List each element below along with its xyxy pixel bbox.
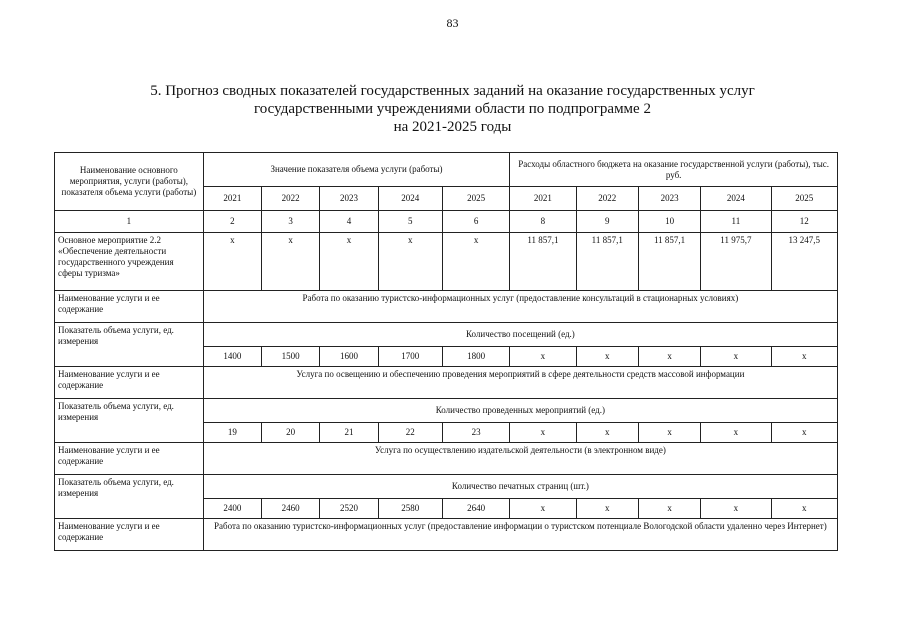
expense-cell: x xyxy=(701,499,771,519)
service-row xyxy=(55,367,838,399)
service-name-label: Наименование услуги и ее содержание xyxy=(55,367,204,399)
year-header: 2025 xyxy=(442,187,509,211)
service-row xyxy=(55,519,838,551)
value-cell: x xyxy=(320,233,378,291)
col-number: 2 xyxy=(203,211,261,233)
title-line-3: на 2021-2025 годы xyxy=(393,119,512,135)
value-cell: 1600 xyxy=(320,347,378,367)
year-header: 2021 xyxy=(203,187,261,211)
value-cell: x xyxy=(203,233,261,291)
value-cell: 20 xyxy=(262,423,320,443)
service-name-label: Наименование услуги и ее содержание xyxy=(55,519,204,551)
main-event-row xyxy=(55,233,838,291)
value-cell: 1500 xyxy=(262,347,320,367)
value-cell: 2640 xyxy=(442,499,509,519)
value-cell: 23 xyxy=(442,423,509,443)
value-cell: 1800 xyxy=(442,347,509,367)
expense-cell: 11 975,7 xyxy=(701,233,771,291)
indicator-row xyxy=(55,399,838,423)
indicator-row xyxy=(55,475,838,499)
year-header: 2024 xyxy=(701,187,771,211)
indicator-name: Количество посещений (ед.) xyxy=(203,323,837,347)
col-number: 8 xyxy=(510,211,576,233)
col-number: 9 xyxy=(576,211,638,233)
col-number: 10 xyxy=(638,211,700,233)
title-line-1: 5. Прогноз сводных показателей государственных заданий на оказание государственных услуг xyxy=(150,83,755,99)
value-cell: x xyxy=(378,233,442,291)
value-cell: 19 xyxy=(203,423,261,443)
expense-cell: 11 857,1 xyxy=(576,233,638,291)
expense-cell: x xyxy=(638,423,700,443)
value-cell: 2580 xyxy=(378,499,442,519)
value-cell: 1400 xyxy=(203,347,261,367)
col-number: 3 xyxy=(262,211,320,233)
header-volume-group: Значение показателя объема услуги (работы) xyxy=(203,153,510,187)
col-number: 12 xyxy=(771,211,837,233)
value-cell: x xyxy=(262,233,320,291)
year-header: 2023 xyxy=(320,187,378,211)
expense-cell: x xyxy=(771,423,837,443)
expense-cell: x xyxy=(701,423,771,443)
value-cell: 2400 xyxy=(203,499,261,519)
year-header: 2023 xyxy=(638,187,700,211)
expense-cell: x xyxy=(576,423,638,443)
expense-cell: 11 857,1 xyxy=(510,233,576,291)
page-number: 83 xyxy=(446,16,459,30)
expense-cell: x xyxy=(638,347,700,367)
year-header: 2022 xyxy=(576,187,638,211)
year-header: 2022 xyxy=(262,187,320,211)
year-header: 2024 xyxy=(378,187,442,211)
expense-cell: x xyxy=(638,499,700,519)
indicator-row xyxy=(55,323,838,347)
col-number: 1 xyxy=(55,211,204,233)
forecast-table xyxy=(54,152,838,551)
service-description: Услуга по освещению и обеспечению проведения мероприятий в сфере деятельности средств массовой информации xyxy=(203,367,837,399)
value-cell: 1700 xyxy=(378,347,442,367)
service-description: Работа по оказанию туристско-информационных услуг (предоставление информации о туристском потенциале Вологодской области удаленно через Интернет) xyxy=(203,519,837,551)
value-cell: 21 xyxy=(320,423,378,443)
value-cell: 22 xyxy=(378,423,442,443)
indicator-label: Показатель объема услуги, ед. измерения xyxy=(55,399,204,443)
expense-cell: x xyxy=(510,423,576,443)
service-name-label: Наименование услуги и ее содержание xyxy=(55,443,204,475)
value-cell: 2520 xyxy=(320,499,378,519)
col-number: 6 xyxy=(442,211,509,233)
expense-cell: x xyxy=(701,347,771,367)
indicator-label: Показатель объема услуги, ед. измерения xyxy=(55,323,204,367)
year-header: 2025 xyxy=(771,187,837,211)
column-numbers-row xyxy=(55,211,838,233)
service-row xyxy=(55,291,838,323)
indicator-label: Показатель объема услуги, ед. измерения xyxy=(55,475,204,519)
col-number: 4 xyxy=(320,211,378,233)
col-number: 5 xyxy=(378,211,442,233)
expense-cell: 11 857,1 xyxy=(638,233,700,291)
year-header: 2021 xyxy=(510,187,576,211)
main-event-name: Основное мероприятие 2.2 «Обеспечение деятельности государственного учреждения сферы туризма» xyxy=(55,233,204,291)
expense-cell: x xyxy=(576,499,638,519)
expense-cell: x xyxy=(771,347,837,367)
value-cell: x xyxy=(442,233,509,291)
expense-cell: x xyxy=(576,347,638,367)
expense-cell: x xyxy=(771,499,837,519)
indicator-name: Количество проведенных мероприятий (ед.) xyxy=(203,399,837,423)
header-name-column: Наименование основного мероприятия, услуги (работы), показателя объема услуги (работы) xyxy=(55,153,204,211)
header-expense-group: Расходы областного бюджета на оказание государственной услуги (работы), тыс. руб. xyxy=(510,153,838,187)
expense-cell: x xyxy=(510,499,576,519)
service-name-label: Наименование услуги и ее содержание xyxy=(55,291,204,323)
service-description: Работа по оказанию туристско-информационных услуг (предоставление консультаций в стационарных условиях) xyxy=(203,291,837,323)
col-number: 11 xyxy=(701,211,771,233)
expense-cell: 13 247,5 xyxy=(771,233,837,291)
indicator-name: Количество печатных страниц (шт.) xyxy=(203,475,837,499)
expense-cell: x xyxy=(510,347,576,367)
section-title xyxy=(0,82,905,136)
service-description: Услуга по осуществлению издательской деятельности (в электронном виде) xyxy=(203,443,837,475)
title-line-2: государственными учреждениями области по подпрограмме 2 xyxy=(254,101,651,117)
service-row xyxy=(55,443,838,475)
value-cell: 2460 xyxy=(262,499,320,519)
